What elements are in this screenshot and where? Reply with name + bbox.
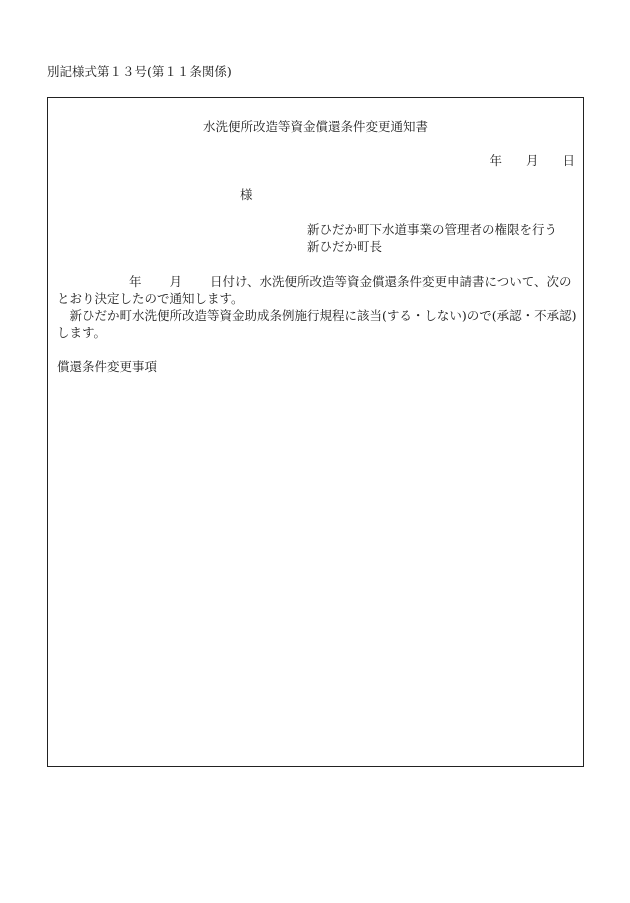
issuer-line-2: 新ひだか町長 [307,239,383,254]
addressee-honorific: 様 [240,187,253,202]
notice-body [57,273,577,341]
document-title: 水洗便所改造等資金償還条件変更通知書 [202,119,428,134]
body-paragraph-2: 新ひだか町水洗便所改造等資金助成条例施行規程に該当(する・しない)ので(承認・不承認)します。 [57,308,577,340]
body-paragraph-1-text: 日付け、水洗便所改造等資金償還条件変更申請書について、次のとおり決定したので通知します。 [57,274,572,306]
body-month-label: 月 [169,274,183,289]
issuer-block [307,221,557,255]
body-paragraph-1 [57,273,577,307]
body-year-label: 年 [129,274,142,289]
notice-frame [47,97,584,767]
issue-date [489,153,575,170]
date-month-label: 月 [525,153,539,168]
date-day-label: 日 [562,153,575,168]
issuer-line-1: 新ひだか町下水道事業の管理者の権限を行う [307,222,558,237]
section-heading: 償還条件変更事項 [57,359,158,374]
date-year-label: 年 [489,153,502,168]
form-number-label: 別記様式第１３号(第１１条関係) [47,64,232,79]
